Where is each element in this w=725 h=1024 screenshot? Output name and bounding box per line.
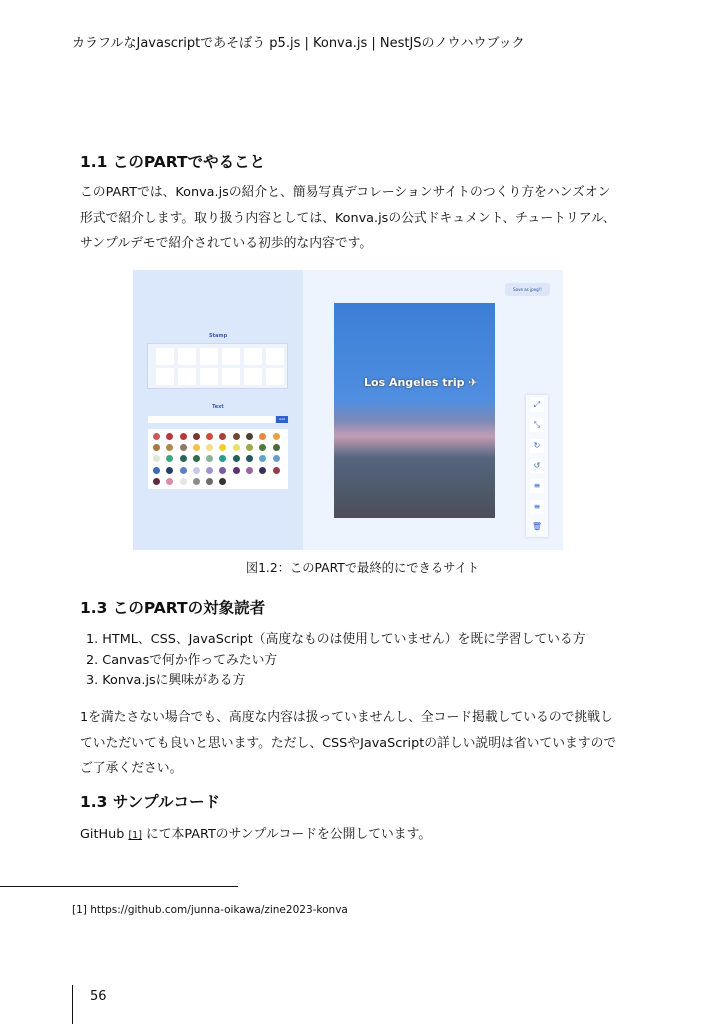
footnote-divider — [0, 886, 238, 887]
color-palette — [148, 429, 288, 489]
figure-caption: 図1.2：このPARTで最終的にできるサイト — [245, 561, 480, 575]
color-swatch[interactable] — [246, 467, 253, 474]
text-line: ご了承ください。 — [80, 761, 183, 777]
color-swatch[interactable] — [219, 444, 226, 451]
rotate-right-icon[interactable]: ↻ — [530, 439, 544, 453]
text-line: 形式で紹介します。取り扱う内容としては、Konva.jsの公式ドキュメント、チュートリアル、 — [80, 210, 616, 226]
expand-icon[interactable]: ⤢ — [530, 398, 544, 412]
color-swatch[interactable] — [193, 444, 200, 451]
section-heading: 1.3 サンプルコード — [80, 793, 220, 811]
color-swatch[interactable] — [166, 467, 173, 474]
text-line: 1を満たさない場合でも、高度な内容は扱っていませんし、全コード掲載しているので挑戦し — [80, 710, 613, 725]
list-item: 1. HTML、CSS、JavaScript（高度なものは使用していません）を既に学習している方 — [86, 632, 586, 647]
list-item: 3. Konva.jsに興味がある方 — [86, 673, 246, 688]
photo-canvas[interactable] — [334, 303, 495, 518]
stamp[interactable] — [266, 368, 284, 385]
footnote-ref[interactable]: [1] — [128, 830, 142, 841]
color-swatch[interactable] — [259, 455, 266, 462]
bring-up-icon[interactable]: ≡ — [530, 479, 544, 493]
text-input[interactable] — [148, 416, 275, 423]
stamp-grid — [147, 343, 288, 389]
stamp[interactable] — [156, 368, 174, 385]
page-number-bar — [72, 985, 73, 1024]
color-swatch[interactable] — [206, 433, 213, 440]
color-swatch[interactable] — [180, 444, 187, 451]
text-line: サンプルデモで紹介されている初歩的な内容です。 — [80, 236, 373, 252]
text-line: ていただいても良いと思います。ただし、CSSやJavaScriptの詳しい説明は省いていますので — [80, 735, 617, 751]
color-swatch[interactable] — [219, 478, 226, 485]
color-swatch[interactable] — [233, 433, 240, 440]
section-heading: 1.3 このPARTの対象読者 — [80, 599, 266, 617]
reader-list — [86, 630, 586, 692]
stamp[interactable] — [200, 348, 218, 365]
stamp[interactable] — [222, 368, 240, 385]
toolbar — [526, 395, 548, 537]
color-swatch[interactable] — [206, 467, 213, 474]
color-swatch[interactable] — [206, 444, 213, 451]
color-swatch[interactable] — [206, 455, 213, 462]
trash-icon[interactable]: 🗑 — [530, 520, 544, 534]
color-swatch[interactable] — [193, 455, 200, 462]
color-swatch[interactable] — [246, 444, 253, 451]
figure-screenshot — [133, 270, 563, 550]
color-swatch[interactable] — [273, 455, 280, 462]
section3-paragraph — [80, 822, 640, 849]
stamp[interactable] — [244, 368, 262, 385]
color-swatch[interactable] — [166, 455, 173, 462]
color-swatch[interactable] — [233, 444, 240, 451]
color-swatch[interactable] — [153, 467, 160, 474]
color-swatch[interactable] — [259, 433, 266, 440]
add-button[interactable]: Add — [276, 416, 288, 423]
color-swatch[interactable] — [153, 444, 160, 451]
color-swatch[interactable] — [180, 478, 187, 485]
save-jpeg-button[interactable]: Save as jpeg!! — [505, 283, 550, 296]
color-swatch[interactable] — [246, 455, 253, 462]
color-swatch[interactable] — [219, 433, 226, 440]
stamp[interactable] — [178, 348, 196, 365]
color-swatch[interactable] — [219, 455, 226, 462]
color-swatch[interactable] — [233, 455, 240, 462]
color-swatch[interactable] — [259, 444, 266, 451]
color-swatch[interactable] — [153, 455, 160, 462]
color-swatch[interactable] — [166, 433, 173, 440]
color-swatch[interactable] — [246, 433, 253, 440]
shrink-icon[interactable]: ⤡ — [530, 418, 544, 432]
color-swatch[interactable] — [166, 478, 173, 485]
footnote: [1] https://github.com/junna-oikawa/zine2023-konva — [72, 904, 348, 916]
color-swatch[interactable] — [259, 467, 266, 474]
color-swatch[interactable] — [273, 467, 280, 474]
stamp-label: Stamp — [209, 333, 228, 339]
stamp[interactable] — [244, 348, 262, 365]
list-item: 2. Canvasで何か作ってみたい方 — [86, 652, 278, 668]
color-swatch[interactable] — [206, 478, 213, 485]
page-number: 56 — [90, 989, 107, 1004]
color-swatch[interactable] — [219, 467, 226, 474]
text-line: このPARTでは、Konva.jsの紹介と、簡易写真デコレーションサイトのつくり方をハンズオン — [80, 185, 611, 200]
stamp[interactable] — [156, 348, 174, 365]
github-link[interactable]: GitHub — [80, 827, 125, 842]
text-label: Text — [212, 404, 224, 410]
running-head: カラフルなJavascriptであそぼう p5.js | Konva.js | NestJSのノウハウブック — [72, 36, 525, 51]
color-swatch[interactable] — [153, 433, 160, 440]
rotate-left-icon[interactable]: ↺ — [530, 459, 544, 473]
color-swatch[interactable] — [180, 455, 187, 462]
photo-title-text[interactable]: Los Angeles trip ✈ — [364, 376, 478, 389]
stamp[interactable] — [178, 368, 196, 385]
sidebar-panel — [133, 270, 303, 550]
color-swatch[interactable] — [193, 433, 200, 440]
stamp[interactable] — [200, 368, 218, 385]
color-swatch[interactable] — [273, 444, 280, 451]
color-swatch[interactable] — [153, 478, 160, 485]
section1-paragraph — [80, 180, 640, 257]
text: にて本PARTのサンプルコードを公開しています。 — [141, 827, 432, 842]
color-swatch[interactable] — [193, 467, 200, 474]
color-swatch[interactable] — [233, 467, 240, 474]
stamp[interactable] — [222, 348, 240, 365]
color-swatch[interactable] — [193, 478, 200, 485]
color-swatch[interactable] — [180, 467, 187, 474]
stamp[interactable] — [266, 348, 284, 365]
color-swatch[interactable] — [273, 433, 280, 440]
send-down-icon[interactable]: ≡ — [530, 500, 544, 514]
section-heading: 1.1 このPARTでやること — [80, 153, 266, 171]
color-swatch[interactable] — [166, 444, 173, 451]
color-swatch[interactable] — [180, 433, 187, 440]
section2-paragraph — [80, 705, 640, 782]
